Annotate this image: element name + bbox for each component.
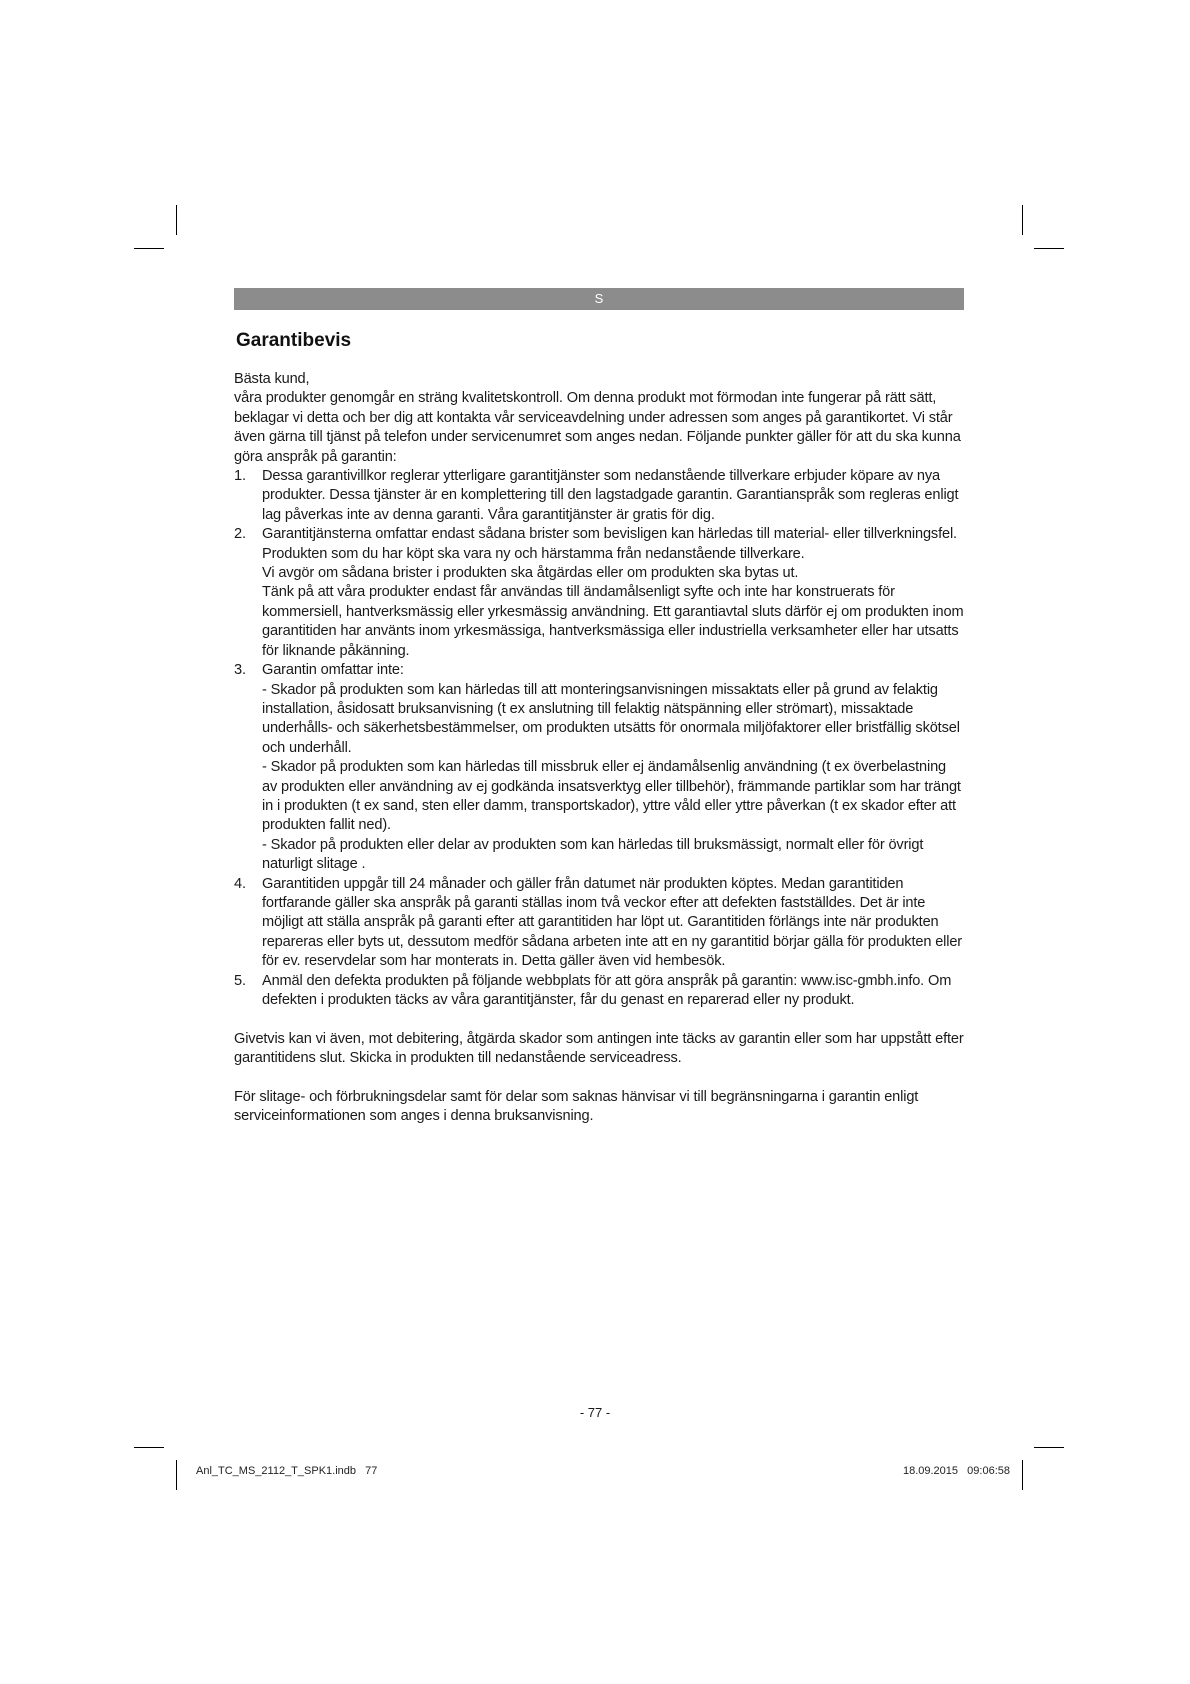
closing-paragraph: Givetvis kan vi även, mot debitering, åtgärda skador som antingen inte täcks av garantin eller som har uppstått efter garantitidens slut. Skicka in produkten till nedanstående serviceadress. bbox=[234, 1030, 964, 1067]
list-item-text: Garantin omfattar inte: bbox=[262, 662, 404, 679]
list-number: 1. bbox=[234, 468, 246, 485]
footer-file-info: Anl_TC_MS_2112_T_SPK1.indb 77 bbox=[196, 1465, 378, 1477]
list-item-text: Anmäl den defekta produkten på följande webbplats för att göra anspråk på garantin: www.isc-gmbh.info. Om defekten i produkten täcks av våra garantitjänster, får du genast en reparerad eller ny produkt. bbox=[262, 972, 952, 1008]
list-item-text: - Skador på produkten som kan härledas till att monteringsanvisningen missaktats eller på grund av felaktig installation, åsidosatt bruksanvisning (t ex anslutning till felaktig nätspänning eller strömart), missaktade underhålls- och säkerhetsbestämmelser, om produkten utsätts för onormala miljöfaktorer eller bristfällig skötsel och underhåll. bbox=[262, 681, 960, 756]
crop-mark bbox=[176, 205, 177, 235]
list-item bbox=[234, 875, 964, 972]
crop-mark bbox=[1022, 1460, 1023, 1490]
list-item bbox=[234, 467, 964, 525]
language-bar bbox=[234, 288, 964, 310]
list-item bbox=[234, 525, 964, 661]
list-item-text: Dessa garantivillkor reglerar ytterligare garantitjänster som nedanstående tillverkare erbjuder köpare av nya produkter. Dessa tjänster är en komplettering till den lagstadgade garantin. Garantianspråk som regleras enligt lag påverkas inte av denna garanti. Våra garantitjänster är gratis för dig. bbox=[262, 468, 959, 523]
closing-paragraph: För slitage- och förbrukningsdelar samt för delar som saknas hänvisar vi till begränsningarna i garantin enligt serviceinformationen som anges i denna bruksanvisning. bbox=[234, 1089, 919, 1125]
page-number: - 77 - bbox=[579, 1405, 611, 1420]
document-body bbox=[234, 370, 964, 1127]
crop-mark bbox=[1034, 1447, 1064, 1448]
list-number: 5. bbox=[234, 972, 246, 989]
list-number: 2. bbox=[234, 526, 246, 543]
list-number: 4. bbox=[234, 875, 246, 892]
crop-mark bbox=[1022, 205, 1023, 235]
list-item-text: - Skador på produkten som kan härledas till missbruk eller ej ändamålsenlig användning (t ex överbelastning av produkten eller användning av ej godkända insatsverktyg eller tillbehör), främmande partiklar som har trängt in i produkten (t ex sand, sten eller damm, transportskador), yttre våld eller yttre påverkan (t ex skador efter att produkten fallit ned). bbox=[262, 759, 961, 834]
list-item-text: Garantitiden uppgår till 24 månader och gäller från datumet när produkten köptes. Medan garantitiden fortfarande gäller ska anspråk på garanti ställas inom två veckor efter att defekten fastställdes. Det är inte möjligt att ställa anspråk på garanti efter att garantitiden har löpt ut. Garantitiden förlängs inte när produkten repareras eller byts ut, dessutom medför sådana arbeten inte att en ny garantitid börjar gälla för produkten eller för ev. reservdelar som har monterats in. Detta gäller även vid hembesök. bbox=[262, 875, 963, 970]
spacer bbox=[234, 1069, 964, 1088]
list-item-text: Tänk på att våra produkter endast får användas till ändamålsenligt syfte och inte har konstruerats för kommersiell, hantverksmässig eller yrkesmässig användning. Ett garantiavtal sluts därför ej om produkten inom garantitiden har använts inom yrkesmässiga, hantverksmässiga eller industriella verksamheter eller har utsatts för liknande påkänning. bbox=[262, 584, 964, 659]
crop-mark bbox=[134, 1447, 164, 1448]
list-number: 3. bbox=[234, 662, 246, 679]
list-item-text: Garantitjänsterna omfattar endast sådana brister som bevisligen kan härledas till material- eller tillverkningsfel. Produkten som du har köpt ska vara ny och härstamma från nedanstående tillverkare. bbox=[262, 526, 957, 562]
list-item-text: Vi avgör om sådana brister i produkten ska åtgärdas eller om produkten ska bytas ut. bbox=[262, 565, 799, 582]
crop-mark bbox=[1034, 248, 1064, 249]
spacer bbox=[234, 1010, 964, 1029]
salutation: Bästa kund, bbox=[234, 371, 310, 387]
crop-mark bbox=[176, 1460, 177, 1490]
warranty-terms-list bbox=[234, 467, 964, 1010]
page-title: Garantibevis bbox=[236, 330, 352, 351]
list-item bbox=[234, 661, 964, 874]
footer-timestamp: 18.09.2015 09:06:58 bbox=[902, 1465, 1010, 1477]
intro-paragraph: våra produkter genomgår en sträng kvalitetskontroll. Om denna produkt mot förmodan inte fungerar på rätt sätt, beklagar vi detta och ber dig att kontakta vår serviceavdelning under adressen som anges på garantikortet. Vi står även gärna till tjänst på telefon under servicenumret som anges nedan. Följande punkter gäller för att du ska kunna göra anspråk på garantin: bbox=[234, 390, 961, 465]
crop-mark bbox=[134, 248, 164, 249]
language-code: S bbox=[594, 291, 604, 306]
list-item bbox=[234, 972, 964, 1011]
list-item-text: - Skador på produkten eller delar av produkten som kan härledas till bruksmässigt, normalt eller för övrigt naturligt slitage . bbox=[262, 836, 924, 873]
